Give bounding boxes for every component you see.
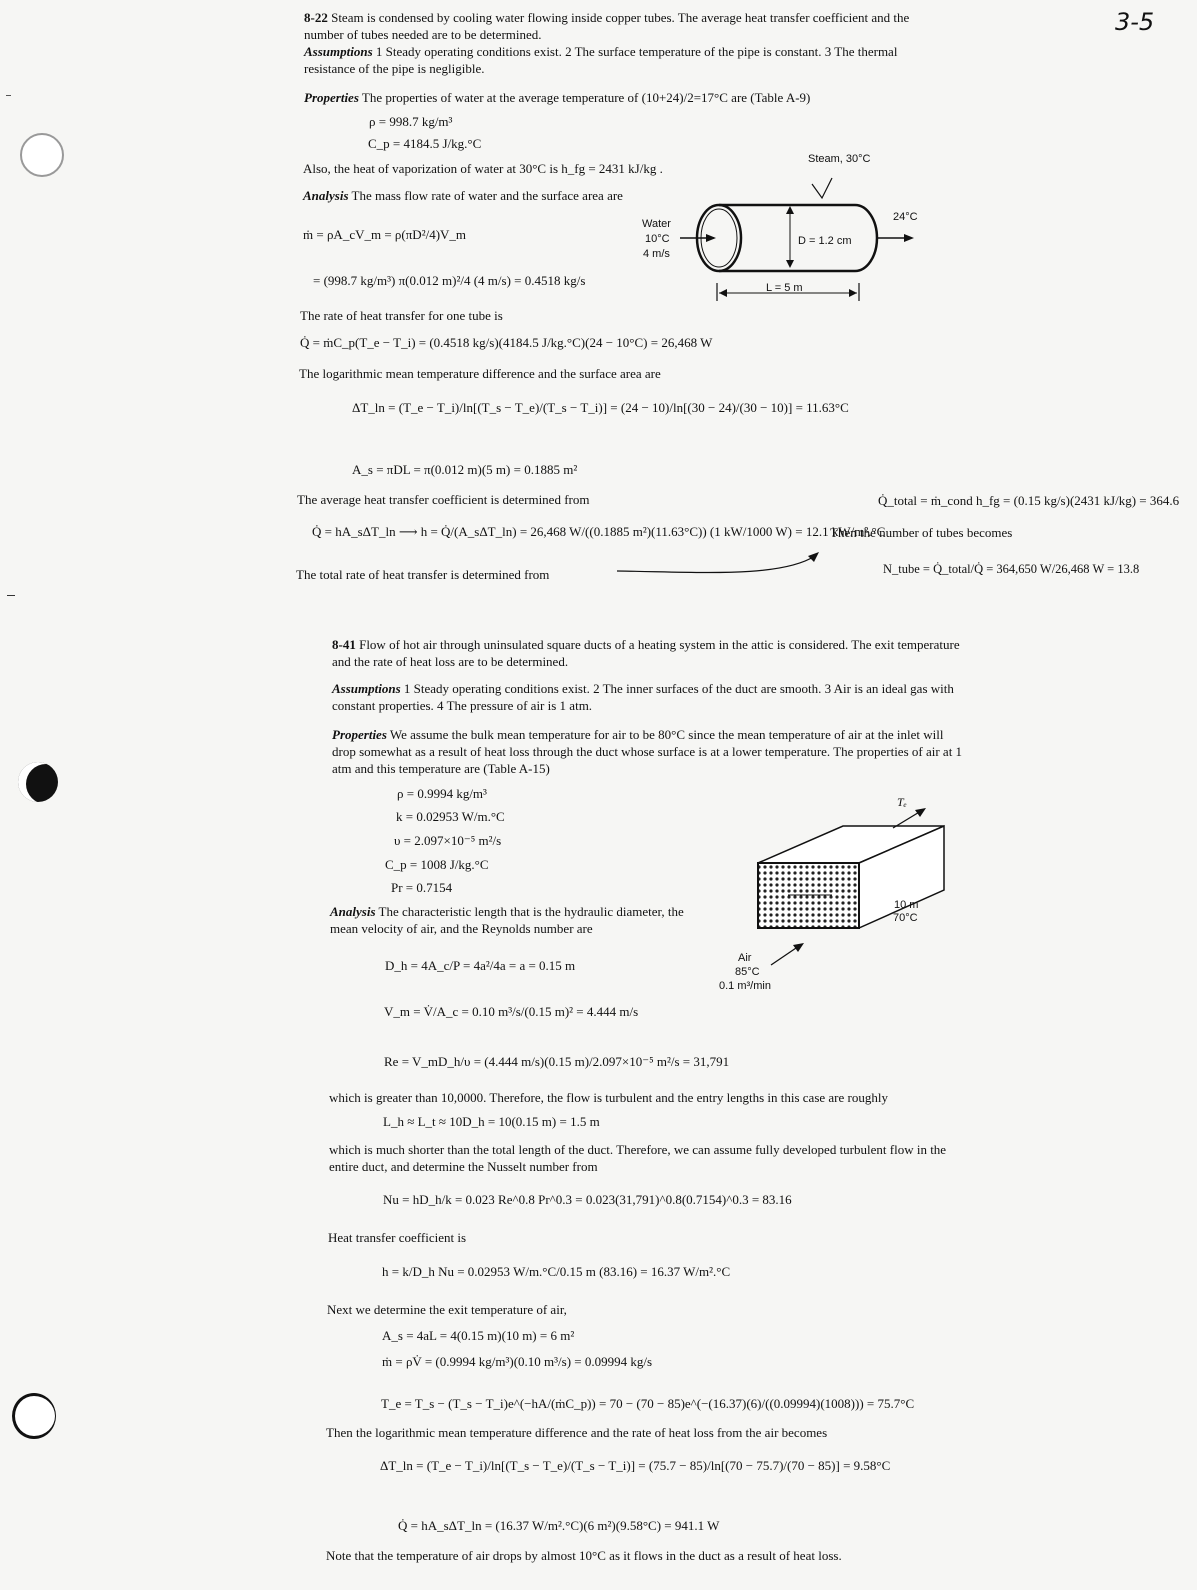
p2-prop-nu: υ = 2.097×10⁻⁵ m²/s [394,833,502,848]
p1-analysis-text: The mass flow rate of water and the surface area are [351,188,623,203]
p1-fig-water-vel: 4 m/s [643,248,670,260]
p1-properties-label: Properties [304,90,359,105]
p2-properties-label: Properties [332,727,387,742]
p2-properties-text: We assume the bulk mean temperature for air to be 80°C since the mean temperature of air at the inlet will drop somewhat as a result of heat loss through the duct whose surface is at a lower temperature. The properties of air at 1 atm and this temperature are (Table A-15) [332,727,963,776]
p2-exit-text: Next we determine the exit temperature of air, [327,1302,567,1317]
p2-eq-lh: L_h ≈ L_t ≈ 10D_h = 10(0.15 m) = 1.5 m [383,1114,600,1129]
p1-properties-text: The properties of water at the average temperature of (10+24)/2=17°C are (Table A-9) [361,90,811,105]
p1-fig-out-temp: 24°C [893,211,918,223]
p2-prop-pr: Pr = 0.7154 [391,880,453,895]
p1-eq-as: A_s = πDL = π(0.012 m)(5 m) = 0.1885 m² [352,462,578,477]
p1-lmtd-text: The logarithmic mean temperature difference and the surface area are [299,366,661,381]
p1-analysis-label: Analysis [303,188,349,203]
p1-statement-text: Steam is condensed by cooling water flowing inside copper tubes. The average heat transfer coefficient and the number of tubes needed are to be determined. [304,10,910,42]
p1-h-text: The average heat transfer coefficient is determined from [297,492,590,507]
p1-properties [304,89,934,106]
p1-analysis [303,187,803,204]
p2-fig-te: Tₑ [897,795,907,809]
p1-fig-steam: Steam, 30°C [808,153,871,165]
punch-hole-middle [18,762,58,802]
p1-eq-mdot2: = (998.7 kg/m³) π(0.012 m)²/4 (4 m/s) = 0.4518 kg/s [313,273,586,288]
p2-fig-air-flow: 0.1 m³/min [719,980,771,992]
p1-rho: ρ = 998.7 kg/m³ [369,114,453,129]
p1-fig-water: Water [642,218,671,230]
p2-assumptions [332,680,962,714]
margin-mark [6,95,11,96]
p1-heat-one-tube: The rate of heat transfer for one tube is [300,308,503,323]
p1-eq-lmtd: ΔT_ln = (T_e − T_i)/ln[(T_s − T_e)/(T_s − T_i)] = (24 − 10)/ln[(30 − 24)/(30 − 10)] = 11.63°C [352,400,849,415]
p2-assumptions-text: 1 Steady operating conditions exist. 2 The inner surfaces of the duct are smooth. 3 Air is an ideal gas with constant properties. 4 The pressure of air is 1 atm. [332,681,954,713]
p2-fig-surface-temp: 70°C [893,912,918,924]
punch-hole-bottom [12,1393,56,1439]
p2-prop-rho: ρ = 0.9994 kg/m³ [397,786,487,801]
p1-total-text: The total rate of heat transfer is determined from [296,567,550,582]
p2-prop-cp: C_p = 1008 J/kg.°C [385,857,489,872]
p2-eq-re: Re = V_mD_h/υ = (4.444 m/s)(0.15 m)/2.097×10⁻⁵ m²/s = 31,791 [384,1054,730,1069]
p1-eq-mdot1: ṁ = ρA_cV_m = ρ(πD²/4)V_m [303,227,467,242]
margin-mark [7,595,15,596]
page-number: 3-5 [1115,8,1155,36]
p2-duct-figure [0,0,1,1]
p2-turb-text: which is greater than 10,0000. Therefore, the flow is turbulent and the entry lengths in this case are roughly [329,1090,888,1105]
p1-assumptions-text: 1 Steady operating conditions exist. 2 The surface temperature of the pipe is constant. 3 The thermal resistance of the pipe is negligible. [304,44,898,76]
p2-fig-air: Air [738,952,752,964]
p2-dev-text: which is much shorter than the total length of the duct. Therefore, we can assume fully developed turbulent flow in the entire duct, and determine the Nusselt number from [329,1142,947,1174]
p2-eq-dh: D_h = 4A_c/P = 4a²/4a = a = 0.15 m [385,958,576,973]
p2-title: 8-41 [332,637,356,652]
p2-analysis-text: The characteristic length that is the hydraulic diameter, the mean velocity of air, and the Reynolds number are [330,904,684,936]
p1-hfg: Also, the heat of vaporization of water at 30°C is h_fg = 2431 kJ/kg . [303,161,663,176]
p2-note: Note that the temperature of air drops by almost 10°C as it flows in the duct as a result of heat loss. [326,1548,842,1563]
punch-hole-top [20,133,64,177]
p1-ntube-text: Then the number of tubes becomes [830,525,1013,540]
p1-eq-h: Q̇ = hA_sΔT_ln ⟶ h = Q̇/(A_sΔT_ln) = 26,468 W/((0.1885 m²)(11.63°C)) (1 kW/1000 W) = 12.1 kW/m².°C [312,524,886,539]
p1-assumptions [304,43,934,77]
p2-htc-text: Heat transfer coefficient is [328,1230,466,1245]
p2-prop-k: k = 0.02953 W/m.°C [396,809,505,824]
p2-fig-length: 10 m [894,899,919,911]
p1-title: 8-22 [304,10,328,25]
p2-statement [332,636,962,670]
p1-eq-ntube: N_tube = Q̇_total/Q̇ = 364,650 W/26,468 W = 13.8 [883,562,1140,576]
p2-statement-text: Flow of hot air through uninsulated square ducts of a heating system in the attic is considered. The exit temperature and the rate of heat loss are to be determined. [332,637,960,669]
p2-lmtd-text: Then the logarithmic mean temperature difference and the rate of heat loss from the air becomes [326,1425,828,1440]
p2-eq-lmtd: ΔT_ln = (T_e − T_i)/ln[(T_s − T_e)/(T_s − T_i)] = (75.7 − 85)/ln[(70 − 75.7)/(70 − 85)] = 9.58°C [380,1458,891,1473]
p2-analysis [330,903,710,937]
p1-fig-diameter: D = 1.2 cm [798,235,852,247]
p2-eq-vm: V_m = V̇/A_c = 0.10 m³/s/(0.15 m)² = 4.444 m/s [384,1004,639,1019]
p2-properties [332,726,964,777]
p1-cp: C_p = 4184.5 J/kg.°C [368,136,482,151]
p1-fig-length: L = 5 m [766,282,803,294]
p2-eq-h: h = k/D_h Nu = 0.02953 W/m.°C/0.15 m (83.16) = 16.37 W/m².°C [382,1264,731,1279]
p2-eq-te: T_e = T_s − (T_s − T_i)e^(−hA/(ṁC_p)) = 70 − (70 − 85)e^(−(16.37)(6)/((0.09994)(1008))) = 75.7°C [381,1396,915,1411]
p1-assumptions-label: Assumptions [304,44,373,59]
p2-eq-nu: Nu = hD_h/k = 0.023 Re^0.8 Pr^0.3 = 0.023(31,791)^0.8(0.7154)^0.3 = 83.16 [383,1192,792,1207]
p2-eq-as: A_s = 4aL = 4(0.15 m)(10 m) = 6 m² [382,1328,575,1343]
p2-eq-m: ṁ = ρV̇ = (0.9994 kg/m³)(0.10 m³/s) = 0.09994 kg/s [382,1354,653,1369]
p1-eq-q: Q̇ = ṁC_p(T_e − T_i) = (0.4518 kg/s)(4184.5 J/kg.°C)(24 − 10°C) = 26,468 W [300,335,713,350]
p2-eq-q: Q̇ = hA_sΔT_ln = (16.37 W/m².°C)(6 m²)(9.58°C) = 941.1 W [398,1518,720,1533]
p2-fig-air-temp: 85°C [735,966,760,978]
p2-analysis-label: Analysis [330,904,376,919]
p1-statement [304,9,934,43]
p1-fig-water-temp: 10°C [645,233,670,245]
p2-assumptions-label: Assumptions [332,681,401,696]
p1-eq-qtotal: Q̇_total = ṁ_cond h_fg = (0.15 kg/s)(2431 kJ/kg) = 364.6 [878,493,1180,508]
